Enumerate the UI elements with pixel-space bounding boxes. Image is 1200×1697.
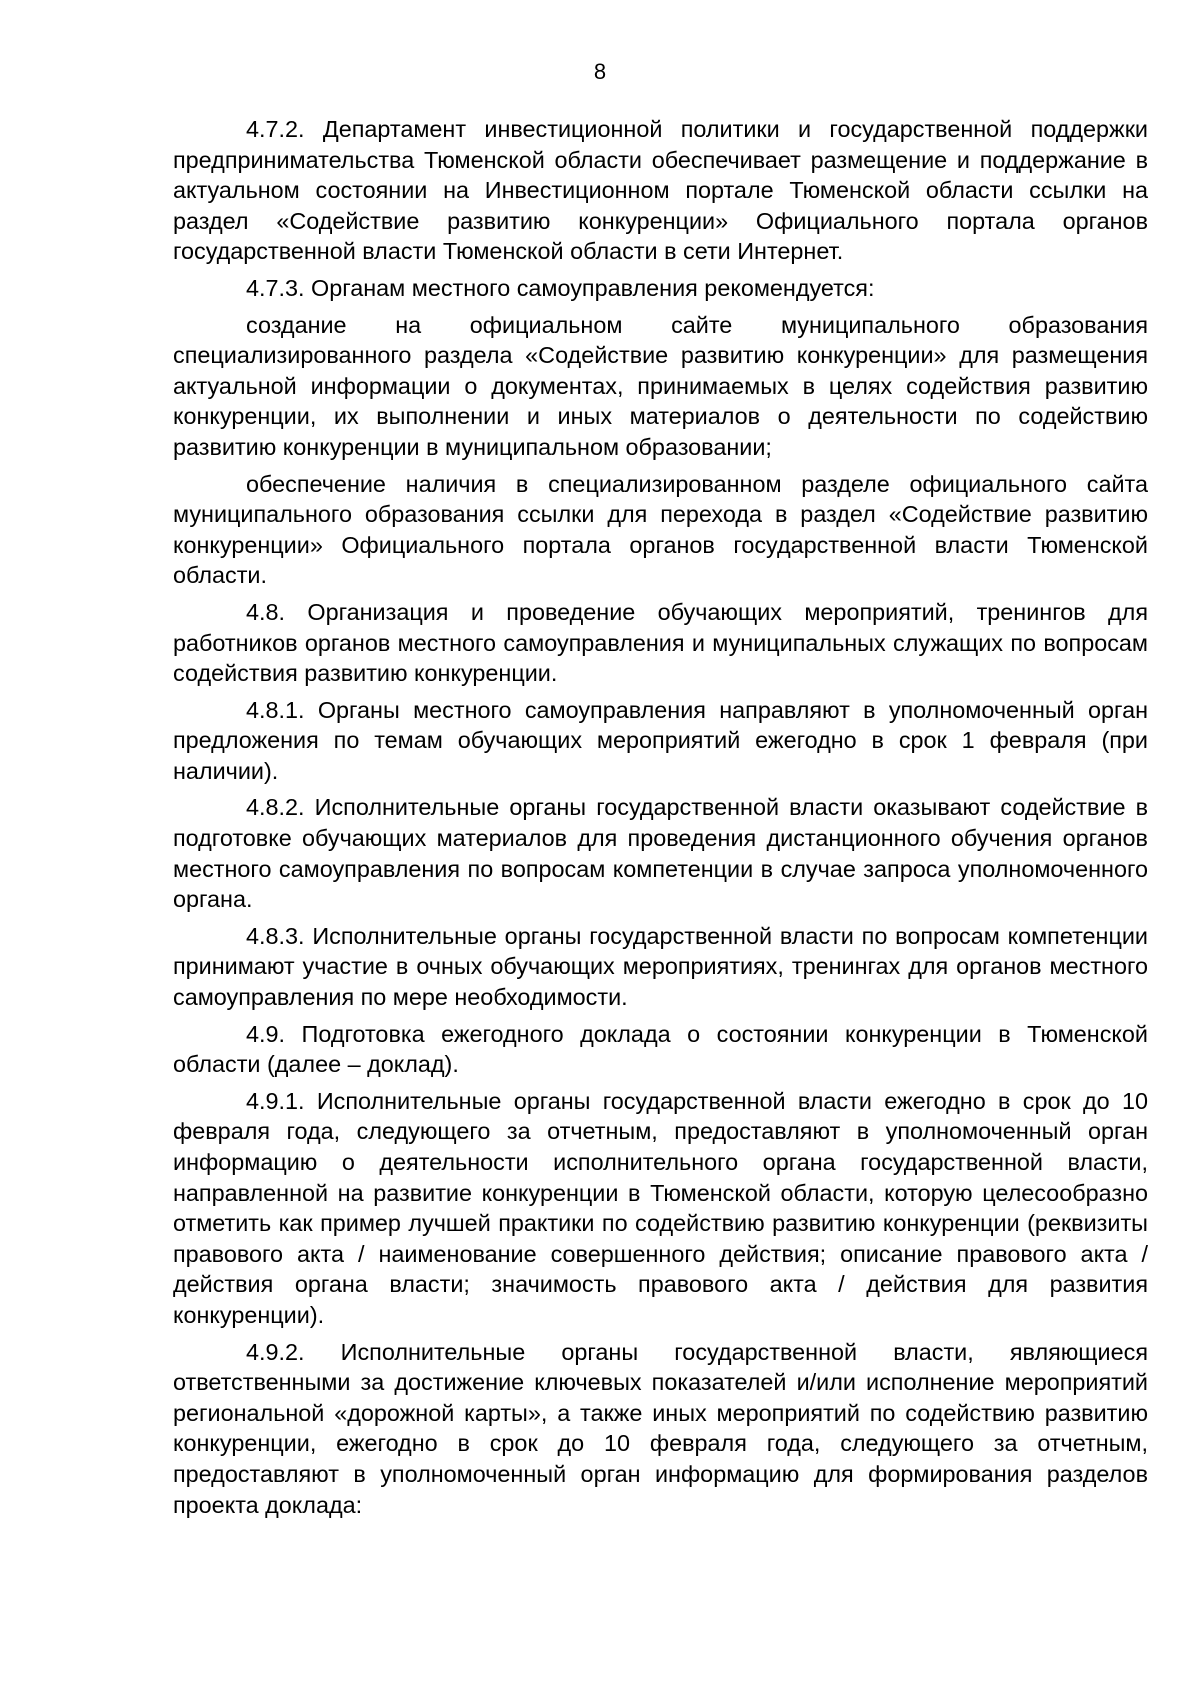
paragraph-4-7-2: 4.7.2. Департамент инвестиционной политики и государственной поддержки предпринимательства Тюменской области обеспечивает размещение и поддержание в актуальном состоянии на Инвестиционном портале Тюменской области ссылки на раздел «Содействие развитию конкуренции» Официального портала органов государственной власти Тюменской области в сети Интернет. bbox=[173, 116, 1148, 265]
paragraph-4-8: 4.8. Организация и проведение обучающих мероприятий, тренингов для работников органов местного самоуправления и муниципальных служащих по вопросам содействия развитию конкуренции. bbox=[173, 598, 1148, 687]
paragraph-4-9-1: 4.9.1. Исполнительные органы государственной власти ежегодно в срок до 10 февраля года, следующего за отчетным, предоставляют в уполномоченный орган информацию о деятельности исполнительного органа государственной власти, направленной на развитие конкуренции в Тюменской области, которую целесообразно отметить как пример лучшей практики по содействию развитию конкуренции (реквизиты правового акта / наименование совершенного действия; описание правового акта / действия органа власти; значимость правового акта / действия для развития конкуренции). bbox=[173, 1087, 1148, 1328]
document-body bbox=[173, 114, 1148, 1526]
paragraph-4-7-3: 4.7.3. Органам местного самоуправления рекомендуется: bbox=[246, 274, 875, 301]
paragraph-official-site-section: создание на официальном сайте муниципального образования специализированного раздела «Содействие развитию конкуренции» для размещения актуальной информации о документах, принимаемых в целях содействия развитию конкуренции, их выполнении и иных материалов о деятельности по содействию развитию конкуренции в муниципальном образовании; bbox=[173, 311, 1148, 460]
paragraph-4-8-1: 4.8.1. Органы местного самоуправления направляют в уполномоченный орган предложения по темам обучающих мероприятий ежегодно в срок 1 февраля (при наличии). bbox=[173, 696, 1148, 784]
paragraph-4-9: 4.9. Подготовка ежегодного доклада о состоянии конкуренции в Тюменской области (далее – доклад). bbox=[173, 1020, 1148, 1078]
page-number: 8 bbox=[593, 59, 607, 84]
paragraph-link-provision: обеспечение наличия в специализированном разделе официального сайта муниципального образования ссылки для перехода в раздел «Содействие развитию конкуренции» Официального портала органов государственной власти Тюменской области. bbox=[173, 470, 1148, 589]
paragraph-4-8-3: 4.8.3. Исполнительные органы государственной власти по вопросам компетенции принимают участие в очных обучающих мероприятиях, тренингах для органов местного самоуправления по мере необходимости. bbox=[173, 922, 1148, 1011]
paragraph-4-9-2: 4.9.2. Исполнительные органы государственной власти, являющиеся ответственными за достижение ключевых показателей и/или исполнение мероприятий региональной «дорожной карты», а также иных мероприятий по содействию развитию конкуренции, ежегодно в срок до 10 февраля года, следующего за отчетным, предоставляют в уполномоченный орган информацию для формирования разделов проекта доклада: bbox=[173, 1338, 1148, 1518]
paragraph-4-8-2: 4.8.2. Исполнительные органы государственной власти оказывают содействие в подготовке обучающих материалов для проведения дистанционного обучения органов местного самоуправления по вопросам компетенции в случае запроса уполномоченного органа. bbox=[173, 794, 1148, 913]
